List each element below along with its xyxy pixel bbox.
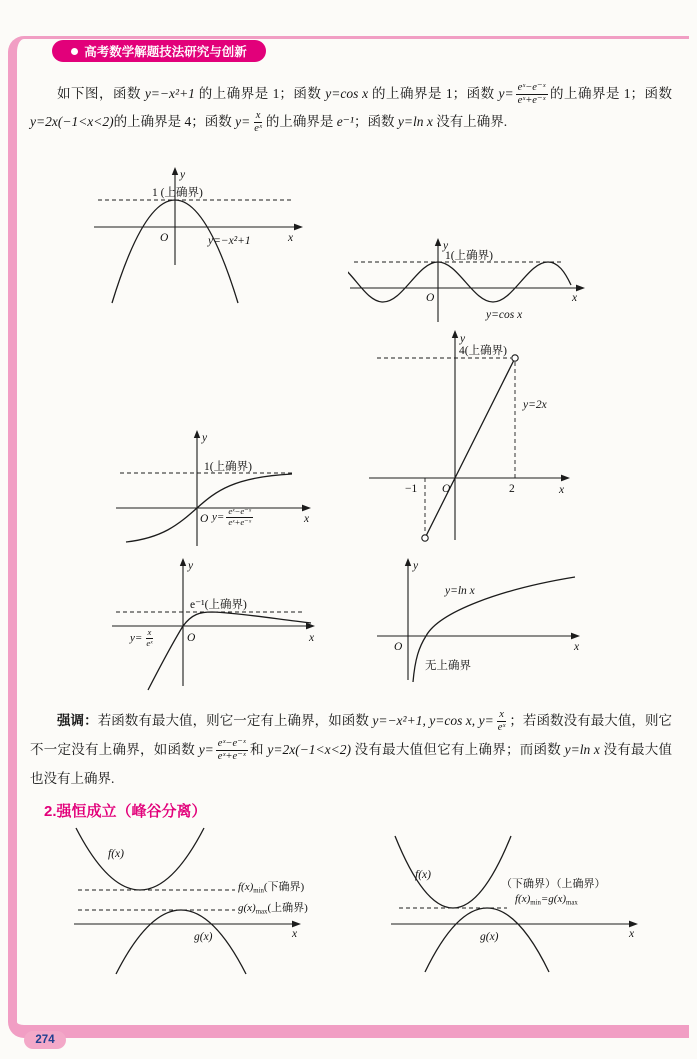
x-axis-label: x [288,232,294,244]
figure-separation-right [385,820,650,982]
min-equals-max-label: $f(x)_{min}=g(x)_{max}$ [515,893,578,907]
origin-label: O [394,641,403,653]
x-axis-label: x [309,632,315,644]
figure-x-over-ex [108,556,323,694]
figure-tanh [112,428,317,556]
y-axis-arrow-icon [180,558,186,566]
page-number-badge [24,1031,66,1049]
supremum-label: 4(上确界) [459,345,507,357]
no-supremum-note: 无上确界 [425,660,471,672]
supremum-label: 1(上确界) [204,461,252,473]
header-banner [52,40,266,62]
supremum-label: e⁻¹(上确界) [190,599,247,611]
f-curve-label: f(x) [108,848,124,860]
figure-parabola [90,165,305,305]
cosine-curve [348,262,571,302]
x-axis-label: x [292,928,298,940]
x-axis-label: x [304,513,310,525]
supremum-label: 1 (上确界) [152,187,203,199]
figure-separation-left [68,820,313,982]
intro-paragraph: 如下图，函数 y=−x²+1 的上确界是 1；函数 y=cos x 的上确界是 1；函数 y= $\frac{\text{eˣ−e⁻ˣ}}{\text{eˣ+e⁻ˣ}}$ 的上确界是 1；函数 y=2x(−1<x<2)的上确界是 4；函数 y= $\frac{x}{\text{eˣ}}$ 的上确界是 e⁻¹；函数 y=ln x 没有上确界. [30,82,673,134]
x-axis-arrow-icon [561,475,570,482]
y-axis-label: y [460,333,466,345]
y-axis-arrow-icon [405,558,411,566]
f-valley-curve [395,836,511,908]
g-peak-curve [116,910,246,974]
y-axis-label: y [180,169,186,181]
g-max-supremum-label: $g(x)_{max}$(上确界) [238,902,308,916]
header-title: 高考数学解题技法研究与创新 [84,45,247,59]
x-axis-label: x [629,928,635,940]
x-axis-label: x [574,641,580,653]
curve-equation-label: y=cos x [486,309,523,321]
figure-ln [373,556,588,688]
x-axis-arrow-icon [571,633,580,640]
g-curve-label: g(x) [194,931,213,943]
y-axis-label: y [413,560,419,572]
line-curve [425,358,515,538]
figure-line-2x [365,328,575,546]
origin-label: O [200,513,209,525]
x-over-ex-curve [148,612,311,690]
y-axis-label: y [188,560,194,572]
x-axis-arrow-icon [302,505,311,512]
x-axis-arrow-icon [292,921,301,928]
y-axis-label: y [202,432,208,444]
x-axis-arrow-icon [576,285,585,292]
curve-equation-label: y= $\frac{\text{eˣ−e⁻ˣ}}{\text{eˣ+e⁻ˣ}}$ [212,506,252,527]
x-axis-arrow-icon [294,224,303,231]
tick-label-minus1: −1 [405,483,418,495]
emphasis-paragraph: 强调：若函数有最大值，则它一定有上确界，如函数 y=−x²+1, y=cos x, y= $\frac{x}{\text{eˣ}}$ ；若函数没有最大值，则它不一定没有上确界，如函数 y= $\frac{\text{eˣ−e⁻ˣ}}{\text{eˣ+e⁻ˣ}}$ 和 y=2x(−1<x<2) 没有最大值但它有上确界；而函数 y=ln x 没有最大值也没有上确界. [30,709,673,786]
section-heading: 2.强恒成立（峰谷分离） [44,803,207,820]
curve-equation-label: y=ln x [445,585,475,597]
origin-label: O [426,292,435,304]
x-axis-label: x [572,292,578,304]
x-axis-arrow-icon [306,623,315,630]
figure-cosine [348,236,588,328]
f-curve-label: f(x) [415,869,431,881]
curve-equation-label: y=−x²+1 [208,235,251,247]
g-curve-label: g(x) [480,931,499,943]
tick-label-2: 2 [509,483,515,495]
open-endpoint-lower [422,535,428,541]
x-axis-arrow-icon [629,921,638,928]
origin-label: O [187,632,196,644]
y-axis-arrow-icon [452,330,458,338]
supremum-label: 1(上确界) [445,250,493,262]
y-axis-arrow-icon [172,167,178,175]
header-bullet-icon [71,48,78,55]
y-axis-label: y [443,240,449,252]
curve-equation-label: y=2x [523,399,547,411]
f-min-infimum-label: $f(x)_{min}$(下确界) [238,881,305,895]
x-axis-label: x [559,484,565,496]
bounds-note-label: （下确界）（上确界） [501,878,606,890]
origin-label: O [160,232,169,244]
y-axis-arrow-icon [194,430,200,438]
f-valley-curve [76,828,204,890]
y-axis-arrow-icon [435,238,441,246]
page-number: 274 [35,1034,55,1046]
origin-label: O [442,483,451,495]
curve-equation-label: y= $\frac{x}{\text{eˣ}}$ [130,627,153,648]
open-endpoint-upper [512,355,518,361]
